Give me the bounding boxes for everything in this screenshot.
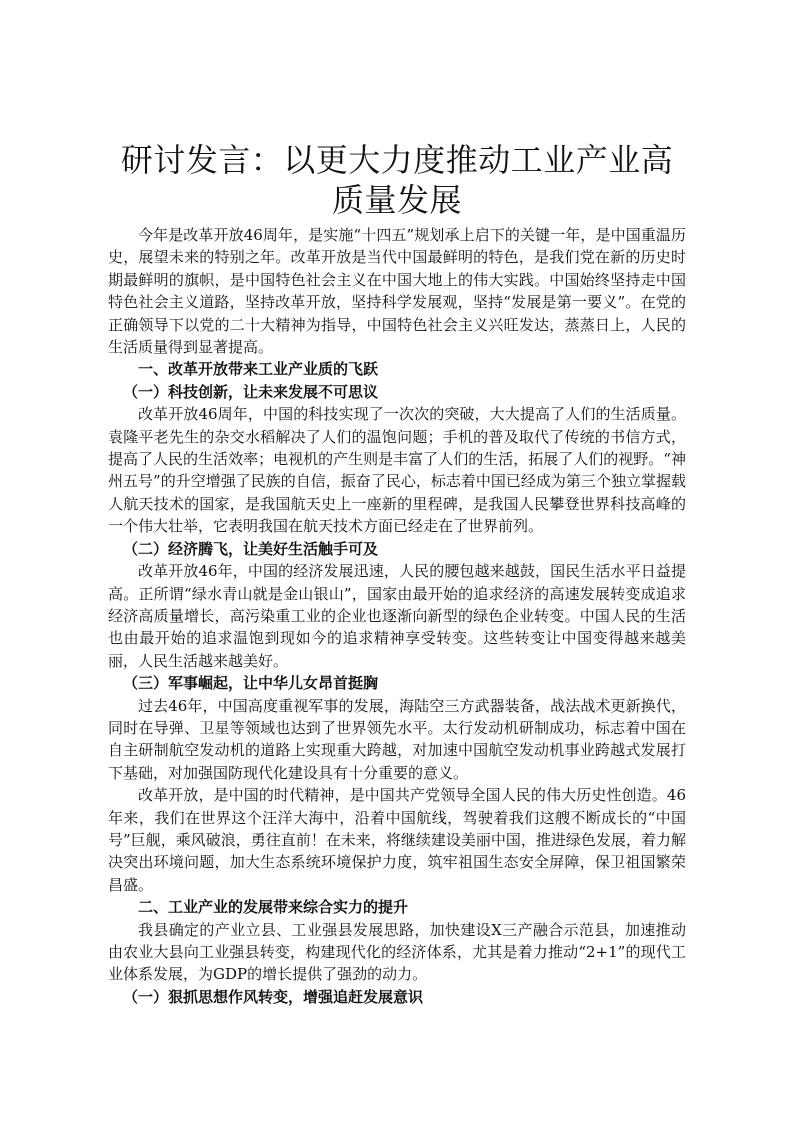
subsection-heading-1-2: （二）经济腾飞，让美好生活触手可及 <box>123 539 379 558</box>
subsection-heading-2-1: （一）狠抓思想作风转变，增强追赶发展意识 <box>123 987 424 1006</box>
paragraph-economy: 改革开放46年，中国的经济发展迅速，人民的腰包越来越鼓，国民生活水平日益提高。正所谓“绿水青山就是金山银山”，国家由最开始的追求经济的高速发展转变成追求经济高质量增长，高污染重工业的企业也逐渐向新型的绿色企业转变。中国人民的生活也由最开始的追求温饱到现如今的追求精神享受转变。这些转变让中国变得越来越美丽，人民生活越来越美好。 <box>108 562 686 670</box>
subsection-heading-1-3: （三）军事崛起，让中华儿女昂首挺胸 <box>123 674 379 693</box>
intro-paragraph: 今年是改革开放46周年，是实施“十四五”规划承上启下的关键一年，是中国重温历史，展望未来的特别之年。改革开放是当代中国最鲜明的特色，是我们党在新的历史时期最鲜明的旗帜，是中国特色社会主义在中国大地上的伟大实践。中国始终坚持走中国特色社会主义道路，坚持改革开放，坚持科学发展观，坚持“发展是第一要义”。在党的正确领导下以党的二十大精神为指导，中国特色社会主义兴旺发达，蒸蒸日上，人民的生活质量得到显著提高。 <box>108 226 686 357</box>
paragraph-county-industry: 我县确定的产业立县、工业强县发展思路，加快建设X三产融合示范县，加速推动由农业大县向工业强县转变，构建现代化的经济体系，尤其是着力推动“2+1”的现代工业体系发展，为GDP的增长提供了强劲的动力。 <box>108 920 686 984</box>
document-body <box>108 224 686 1008</box>
subsection-heading-1-1: （一）科技创新，让未来发展不可思议 <box>123 382 379 401</box>
paragraph-military: 过去46年，中国高度重视军事的发展，海陆空三方武器装备，战法战术更新换代，同时在导弹、卫星等领域也达到了世界领先水平。太行发动机研制成功，标志着中国在自主研制航空发动机的道路上实现重大跨越，对加速中国航空发动机事业跨越式发展打下基础，对加强国防现代化建设具有十分重要的意义。 <box>108 696 686 782</box>
paragraph-reform-spirit: 改革开放，是中国的时代精神，是中国共产党领导全国人民的伟大历史性创造。46年来，我们在世界这个汪洋大海中，沿着中国航线，驾驶着我们这艘不断成长的“中国号”巨舰，乘风破浪，勇往直前！在未来，将继续建设美丽中国，推进绿色发展，着力解决突出环境问题，加大生态系统环境保护力度，筑牢祖国生态安全屏障，保卫祖国繁荣昌盛。 <box>108 786 686 894</box>
document-content <box>108 140 686 1008</box>
section-heading-1: 一、改革开放带来工业产业质的飞跃 <box>138 360 379 379</box>
paragraph-technology: 改革开放46周年，中国的科技实现了一次次的突破，大大提高了人们的生活质量。袁隆平老先生的杂交水稻解决了人们的温饱问题；手机的普及取代了传统的书信方式，提高了人民的生活效率；电视机的产生则是丰富了人们的生活，拓展了人们的视野。“神州五号”的升空增强了民族的自信，振奋了民心，标志着中国已经成为第三个独立掌握载人航天技术的国家，是我国航天史上一座新的里程碑，是我国人民攀登世界科技高峰的一个伟大壮举，它表明我国在航天技术方面已经走在了世界前列。 <box>108 405 686 536</box>
section-heading-2: 二、工业产业的发展带来综合实力的提升 <box>138 898 409 917</box>
document-title: 研讨发言：以更大力度推动工业产业高质量发展 <box>120 141 674 219</box>
